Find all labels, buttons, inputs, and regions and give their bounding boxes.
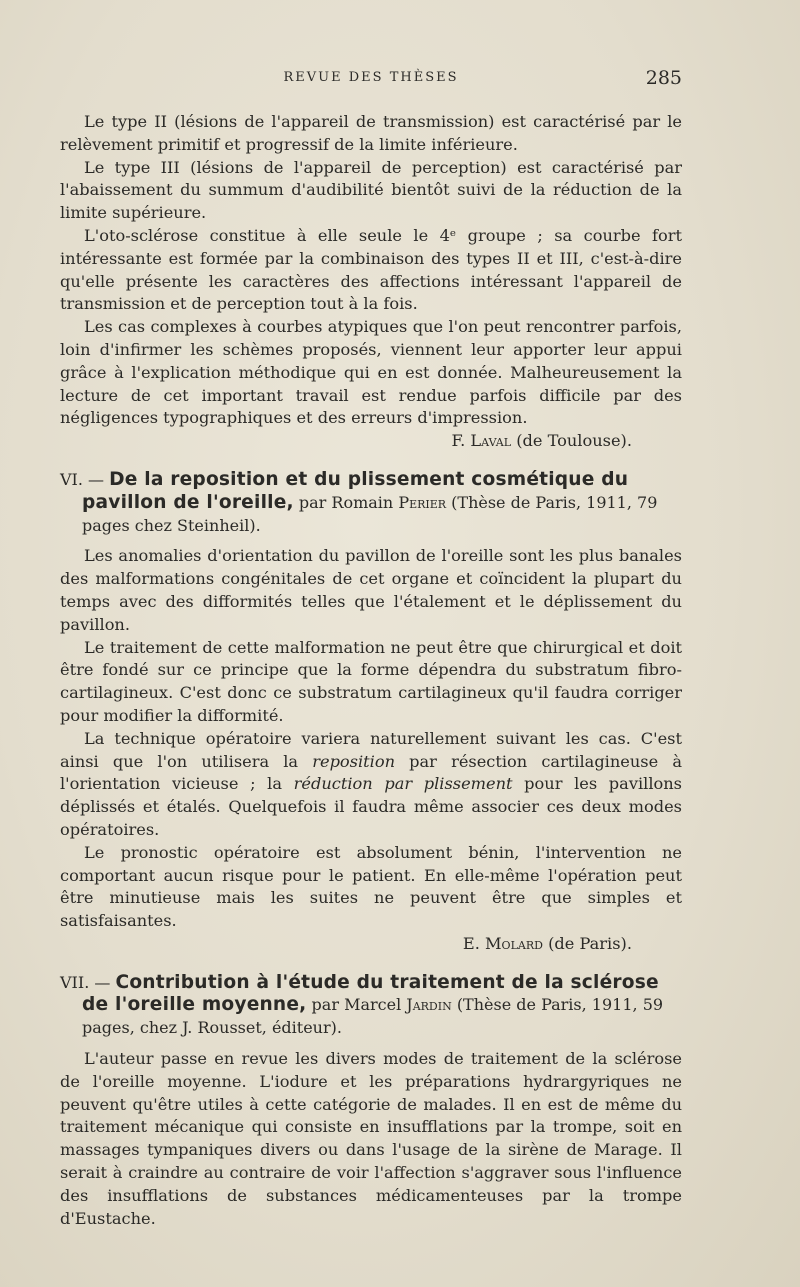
signature-laval — [60, 430, 682, 453]
paragraph: Le pronostic opératoire est absolument bénin, l'intervention ne comportant aucun risque pour le patient. En elle-même l'opération peut être minutieuse mais les suites ne peuvent être que simples et satisfaisantes. — [60, 842, 682, 931]
text-run: La technique opératoire variera naturellement suivant les cas. C'est ainsi que l'on utilisera la — [60, 728, 682, 771]
signature-place: (de Toulouse). — [516, 431, 632, 451]
signature-molard — [60, 933, 682, 956]
paragraph: L'auteur passe en revue les divers modes de traitement de la sclérose de l'oreille moyenne. L'iodure et les préparations hydrargyriques ne peuvent qu'être utiles à cette catégorie de malades. Il en est de même du traitement mécanique qui consiste en insufflations par la trompe, soit en massages tympaniques divers ou dans l'usage de la sirène de Marage. Il serait à craindre au contraire de voir l'affection s'aggraver sous l'influence des insufflations de substances médicamenteuses par la trompe d'Eustache. — [60, 1049, 682, 1228]
signature-place: (de Paris). — [548, 933, 632, 953]
section-author: Perier — [398, 492, 447, 512]
emphasis: réduction par plissement — [293, 774, 513, 794]
section-heading-7 — [60, 972, 682, 1040]
paragraph: L'oto-sclérose constitue à elle seule le 4ᵉ groupe ; sa courbe fort intéressante est formée par la combinaison des types II et III, c'est-à-dire qu'elle présente les caractères des affections intéressant l'appareil de transmission et de perception tout à la fois. — [60, 225, 682, 314]
section-by: par Marcel — [311, 995, 402, 1015]
page-body — [60, 111, 682, 1230]
paragraph: Les cas complexes à courbes atypiques que l'on peut rencontrer parfois, loin d'infirmer les schèmes proposés, viennent leur apporter leur appui grâce à l'explication méthodique qui en est donnée. Malheureusement la lecture de cet important travail est rendue parfois difficile par des négligences typographiques et des erreurs d'impression. — [60, 317, 682, 428]
section-author: Jardin — [406, 995, 452, 1015]
emphasis: reposition — [312, 751, 396, 771]
section-title: Contribution à l'étude du traitement de la sclérose de l'oreille moyenne, — [82, 971, 659, 1016]
signature-name: F. Laval — [451, 431, 512, 451]
paragraph: Le type III (lésions de l'appareil de perception) est caractérisé par l'abaissement du summum d'audibilité bientôt suivi de la réduction de la limite supérieure. — [60, 157, 682, 223]
section-number: VII. — — [60, 972, 111, 992]
section-number: VI. — — [60, 469, 105, 489]
paragraph — [60, 728, 682, 842]
section-by: par Romain — [298, 492, 394, 512]
section-meta: (Thèse de Paris, 1911, 59 pages, chez J. Rousset, éditeur). — [82, 995, 664, 1038]
paragraph: Les anomalies d'orientation du pavillon de l'oreille sont les plus banales des malformations congénitales de cet organe et coïncident la plupart du temps avec des difformités telles que l'étalement et le déplissement du pavillon. — [60, 546, 682, 634]
paragraph: Le type II (lésions de l'appareil de transmission) est caractérisé par le relèvement primitif et progressif de la limite inférieure. — [60, 112, 682, 154]
signature-name: E. Molard — [462, 933, 543, 953]
section-heading-6 — [60, 469, 682, 537]
text-run: par résection cartilagineuse à l'orientation vicieuse ; la — [60, 751, 682, 794]
section-title: De la reposition et du plissement cosmétique du pavillon de l'oreille, — [82, 468, 629, 513]
page-number: 285 — [645, 67, 682, 89]
page-header — [60, 67, 682, 94]
running-title: REVUE DES THÈSES — [283, 70, 459, 85]
section-meta: (Thèse de Paris, 1911, 79 pages chez Steinheil). — [82, 492, 658, 535]
paragraph: Le traitement de cette malformation ne peut être que chirurgical et doit être fondé sur ce principe que la forme dépendra du substratum fibro-cartilagineux. C'est donc ce substratum cartilagineux qu'il faudra corriger pour modifier la difformité. — [60, 637, 682, 725]
text-run: pour les pavillons déplissés et étalés. Quelquefois il faudra même associer ces deux modes opératoires. — [60, 774, 682, 839]
